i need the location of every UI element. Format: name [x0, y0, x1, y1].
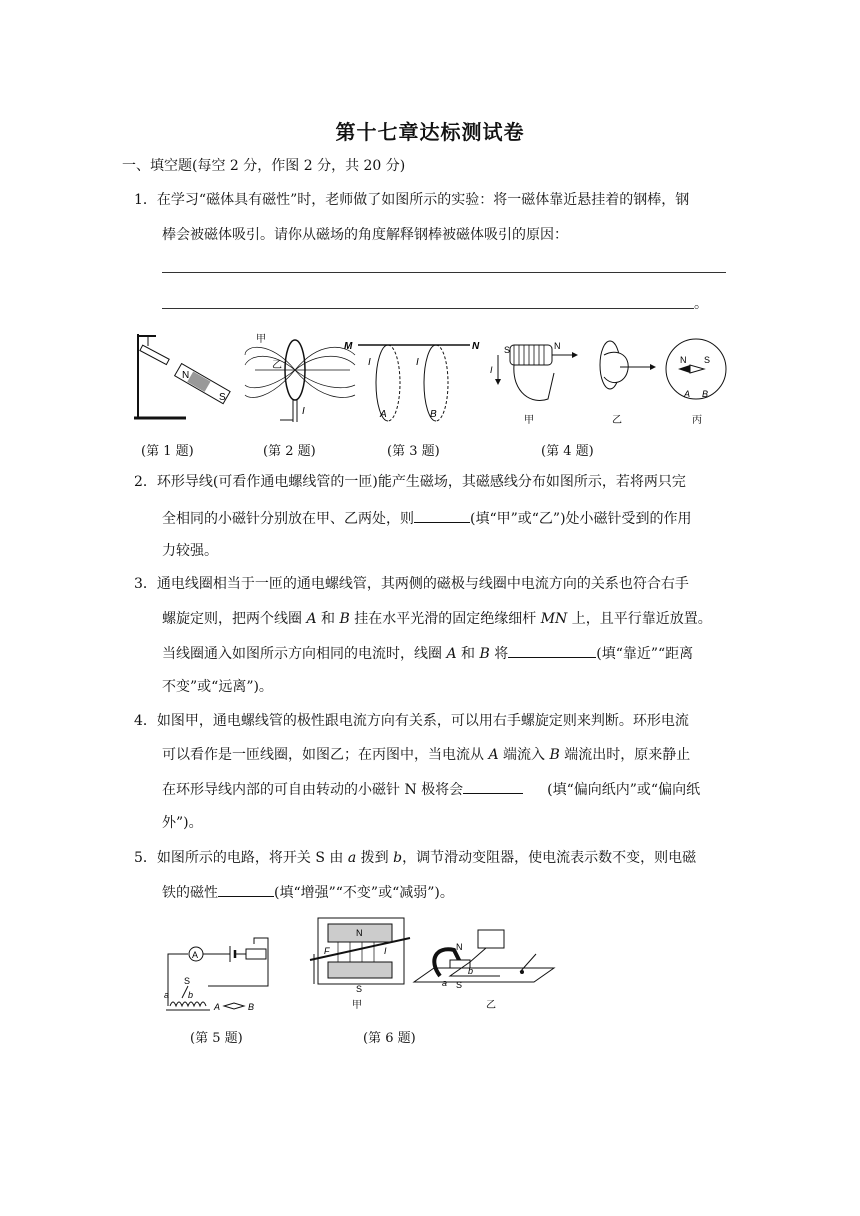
fig3-i2: I — [416, 357, 419, 368]
fig5-ammeter: A — [192, 950, 199, 960]
fig6-power-box — [478, 930, 504, 948]
fig6-s: S — [356, 984, 363, 994]
q5-line2: 铁的磁性 (填“增强”“不变”或“减弱”)。 — [162, 882, 454, 903]
q4-line3: 在环形导线内部的可自由转动的小磁针 N 极将会 (填“偏向纸内”或“偏向纸 — [162, 779, 700, 800]
fig5-s: S — [184, 976, 191, 986]
q1-answer-line1[interactable] — [162, 272, 726, 273]
fig4-n: N — [554, 341, 561, 351]
fig5-a: a — [164, 990, 170, 1000]
figure-6 — [310, 914, 560, 1014]
q4-answer-blank[interactable] — [463, 779, 523, 794]
q1-line2: 棒会被磁体吸引。请你从磁场的角度解释钢棒被磁体吸引的原因： — [162, 227, 568, 243]
fig6-n2: N — [456, 942, 463, 952]
page-title: 第十七章达标测试卷 — [335, 120, 525, 144]
q3-answer-blank[interactable] — [508, 643, 596, 658]
fig6-f: F — [324, 946, 330, 956]
q1-end-mark: 。 — [694, 296, 708, 312]
fig6-i: I — [384, 946, 387, 956]
q1-line1: 1．在学习“磁体具有磁性”时，老师做了如图所示的实验：将一磁体靠近悬挂着的钢棒，钢 — [134, 192, 690, 208]
figure-3 — [340, 333, 490, 425]
caption-fig5: (第 5 题) — [190, 1031, 243, 1046]
fig5-b: b — [188, 990, 194, 1000]
fig6-a: a — [442, 978, 448, 988]
fig1-n: N — [182, 370, 190, 381]
fig6-yi: 乙 — [486, 1000, 496, 1011]
q3-line3: 当线圈通入如图所示方向相同的电流时，线圈 A 和 B 将 (填“靠近”“距离 — [162, 643, 693, 664]
caption-fig1: (第 1 题) — [141, 444, 194, 459]
fig4-b: B — [702, 389, 709, 399]
fig5-la: A — [214, 1002, 221, 1012]
figure-4 — [492, 333, 737, 425]
q3-line2: 螺旋定则，把两个线圈 A 和 B 挂在水平光滑的固定绝缘细杆 MN 上，且平行靠近放置。 — [162, 611, 712, 627]
q1-answer-line2[interactable] — [162, 308, 694, 309]
caption-fig2: (第 2 题) — [263, 444, 316, 459]
fig3-m: M — [344, 341, 353, 352]
q3-line4: 不变”或“远离”)。 — [162, 679, 273, 695]
q4-line1: 4．如图甲，通电螺线管的极性跟电流方向有关系，可以用右手螺旋定则来判断。环形电流 — [134, 713, 689, 729]
fig4-s: S — [504, 345, 511, 355]
fig6-n: N — [356, 928, 363, 938]
fig4-bing: 丙 — [692, 415, 702, 426]
q2-line1: 2．环形导线(可看作通电螺线管的一匝)能产生磁场，其磁感线分布如图所示，若将两只完 — [134, 474, 686, 490]
fig4-cn: N — [680, 355, 687, 365]
fig2-jia: 甲 — [256, 334, 266, 345]
q4-line4: 外”)。 — [162, 815, 203, 831]
fig4-yi: 乙 — [612, 415, 622, 426]
fig3-a: A — [380, 409, 387, 420]
q4-line2: 可以看作是一匝线圈，如图乙；在丙图中，当电流从 A 端流入 B 端流出时，原来静止 — [162, 747, 691, 763]
q2-line3: 力较强。 — [162, 543, 218, 559]
fig4-i: I — [490, 365, 493, 375]
fig6-b: b — [468, 966, 474, 976]
fig3-i1: I — [368, 357, 371, 368]
q3-line1: 3．通电线圈相当于一匝的通电螺线管，其两侧的磁极与线圈中电流方向的关系也符合右手 — [134, 576, 689, 592]
figure-1 — [126, 326, 246, 426]
q5-line1: 5．如图所示的电路，将开关 S 由 a 拨到 b，调节滑动变阻器，使电流表示数不变，则电磁 — [134, 850, 697, 866]
rheostat — [246, 949, 266, 959]
fig4-jia: 甲 — [524, 415, 534, 426]
fig4-cs: S — [704, 355, 711, 365]
fig4-ring-hand — [600, 341, 656, 389]
q5-answer-blank[interactable] — [218, 882, 274, 897]
fig2-i: I — [302, 406, 305, 417]
fig4-ring-compass — [666, 339, 726, 399]
fig6-jia: 甲 — [352, 1000, 362, 1011]
section-heading: 一、填空题(每空 2 分，作图 2 分，共 20 分) — [122, 158, 406, 174]
fig6-motor-setup — [414, 930, 554, 982]
caption-fig4: (第 4 题) — [541, 444, 594, 459]
fig3-b: B — [430, 409, 437, 420]
fig4-a: A — [684, 389, 691, 399]
fig6-s2: S — [456, 980, 463, 990]
caption-fig3: (第 3 题) — [387, 444, 440, 459]
q2-answer-blank[interactable] — [414, 508, 470, 523]
fig2-yi: 乙 — [272, 360, 282, 371]
figure-5 — [158, 926, 278, 1018]
fig3-n: N — [472, 341, 480, 352]
caption-fig6: (第 6 题) — [363, 1031, 416, 1046]
fig5-lb: B — [248, 1002, 255, 1012]
fig1-s: S — [219, 392, 226, 403]
q2-line2: 全相同的小磁针分别放在甲、乙两处，则 (填“甲”或“乙”)处小磁针受到的作用 — [162, 508, 692, 529]
steel-rod — [140, 345, 169, 364]
